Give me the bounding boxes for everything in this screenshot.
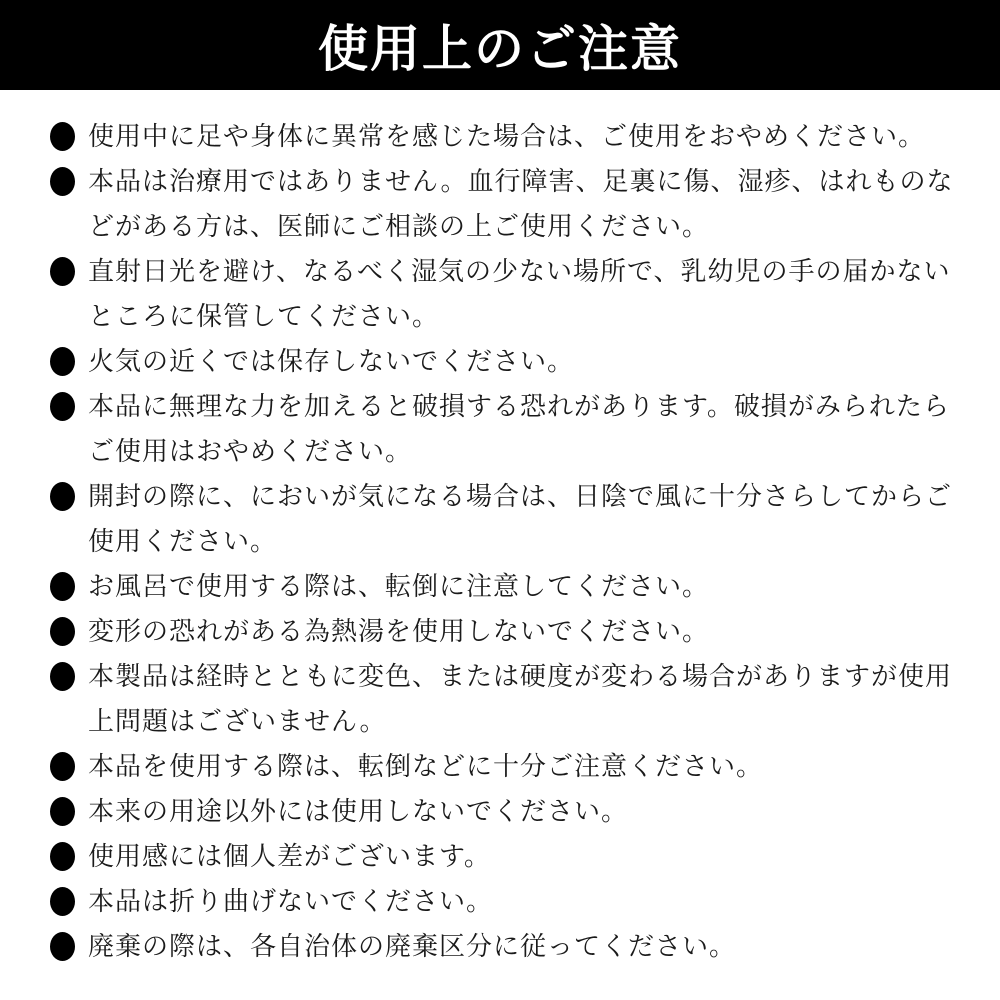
bullet-icon [50,167,75,196]
notice-text: 本品を使用する際は、転倒などに十分ご注意ください。 [88,751,764,781]
bullet-icon [50,392,75,421]
list-item [50,474,954,564]
notice-text: 廃棄の際は、各自治体の廃棄区分に従ってください。 [88,931,737,961]
bullet-icon [50,932,75,961]
notice-text: 本品は治療用ではありません。血行障害、足裏に傷、湿疹、はれものなどがある方は、医師にご相談の上ご使用ください。 [88,166,954,241]
bullet-icon [50,842,75,871]
list-item [50,609,954,654]
bullet-icon [50,482,75,511]
header-bar [0,0,1000,90]
bullet-icon [50,797,75,826]
bullet-icon [50,887,75,916]
list-item [50,384,954,474]
notice-text: 使用中に足や身体に異常を感じた場合は、ご使用をおやめください。 [88,121,926,151]
list-item [50,654,954,744]
notice-text: 使用感には個人差がございます。 [88,841,491,871]
list-item [50,339,954,384]
notice-list [0,114,1000,969]
notice-text: 本来の用途以外には使用しないでください。 [88,796,629,826]
notice-text: 本製品は経時とともに変色、または硬度が変わる場合がありますが使用上問題はございません。 [88,661,953,736]
list-item [50,159,954,249]
list-item [50,879,954,924]
notice-text: 火気の近くでは保存しないでください。 [88,346,575,376]
bullet-icon [50,257,75,286]
bullet-icon [50,572,75,601]
bullet-icon [50,347,75,376]
notice-text: お風呂で使用する際は、転倒に注意してください。 [88,571,710,601]
page-title: 使用上のご注意 [318,21,682,77]
notice-text: 本品は折り曲げないでください。 [88,886,494,916]
notice-text: 本品に無理な力を加えると破損する恐れがあります。破損がみられたらご使用はおやめください。 [88,391,950,466]
bullet-icon [50,617,75,646]
list-item [50,789,954,834]
list-item [50,564,954,609]
bullet-icon [50,662,75,691]
notice-text: 直射日光を避け、なるべく湿気の少ない場所で、乳幼児の手の届かないところに保管してください。 [88,256,951,331]
list-item [50,834,954,879]
notice-text: 開封の際に、においが気になる場合は、日陰で風に十分さらしてからご使用ください。 [88,481,953,556]
notice-text: 変形の恐れがある為熱湯を使用しないでください。 [88,616,710,646]
bullet-icon [50,122,75,151]
bullet-icon [50,752,75,781]
list-item [50,924,954,969]
list-item [50,744,954,789]
list-item [50,114,954,159]
list-item [50,249,954,339]
